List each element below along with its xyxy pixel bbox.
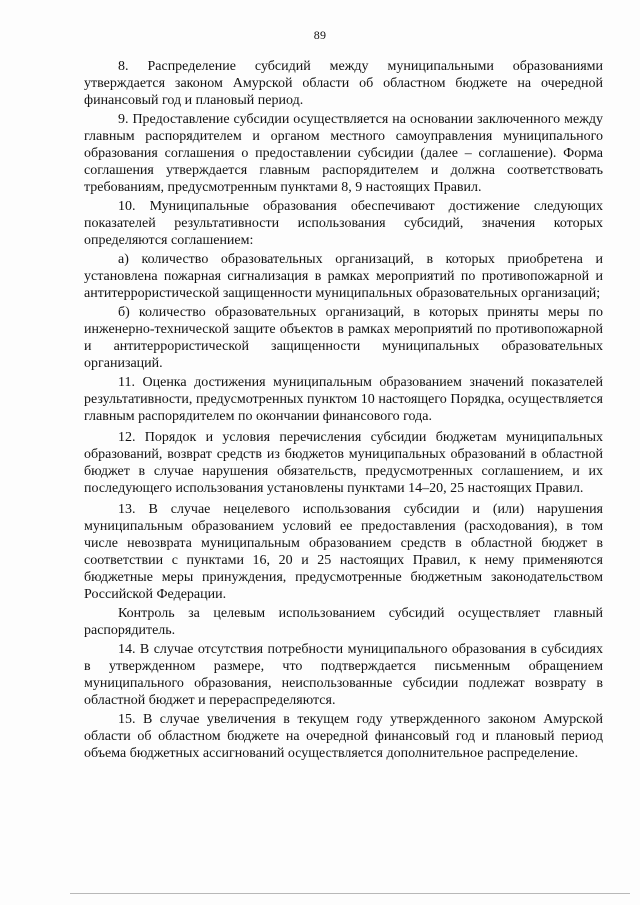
paragraph-10-item-b: б) количество образовательных организаций, в которых приняты меры по инженерно-технической защите объектов в рамках мероприятий по противопожарной и антитеррористической защищенности муниципальных образовательных организаций. <box>84 305 603 371</box>
paragraph-12: 12. Порядок и условия перечисления субсидии бюджетам муниципальных образований, возврат средств из бюджетов муниципальных образований в областной бюджет в случае нарушения обязательств, предусмотренных соглашением, и их последующего использования установлены пунктами 14–20, 25 настоящих Правил. <box>84 430 603 496</box>
paragraph-9: 9. Предоставление субсидии осуществляется на основании заключенного между главным распорядителем и органом местного самоуправления муниципального образования соглашения о предоставлении субсидии (далее – соглашение). Форма соглашения утверждается главным распорядителем и должна соответствовать требованиям, предусмотренным пунктами 8, 9 настоящих Правил. <box>84 112 603 195</box>
paragraph-15: 15. В случае увеличения в текущем году утвержденного законом Амурской области об областном бюджете на очередной финансовый год и плановый период объема бюджетных ассигнований осуществляется дополнительное распределение. <box>84 712 603 761</box>
bottom-divider <box>70 893 630 894</box>
paragraph-8: 8. Распределение субсидий между муниципальными образованиями утверждается законом Амурской области об областном бюджете на очередной финансовый год и плановый период. <box>84 59 603 108</box>
paragraph-13-control: Контроль за целевым использованием субсидий осуществляет главный распорядитель. <box>84 606 603 638</box>
page-number: 89 <box>313 28 327 42</box>
paragraph-14: 14. В случае отсутствия потребности муниципального образования в субсидиях в утвержденном размере, что подтверждается письменным обращением муниципального образования, неиспользованные субсидии подлежат возврату в областной бюджет и перераспределяются. <box>84 642 603 708</box>
paragraph-13: 13. В случае нецелевого использования субсидии и (или) нарушения муниципальным образованием условий ее предоставления (расходования), в том числе невозврата муниципальным образованием средств в областной бюджет в соответствии с пунктами 16, 20 и 25 настоящих Правил, к нему применяются бюджетные меры принуждения, предусмотренные бюджетным законодательством Российской Федерации. <box>84 502 603 602</box>
paragraph-10-item-a: а) количество образовательных организаций, в которых приобретена и установлена пожарная сигнализация в рамках мероприятий по противопожарной и антитеррористической защищенности муниципальных образовательных организаций; <box>84 252 603 301</box>
document-body <box>84 58 603 764</box>
paragraph-10: 10. Муниципальные образования обеспечивают достижение следующих показателей результативности использования субсидий, значения которых определяются соглашением: <box>84 199 603 248</box>
paragraph-11: 11. Оценка достижения муниципальным образованием значений показателей результативности, предусмотренных пунктом 10 настоящего Порядка, осуществляется главным распорядителем по окончании финансового года. <box>84 375 603 424</box>
